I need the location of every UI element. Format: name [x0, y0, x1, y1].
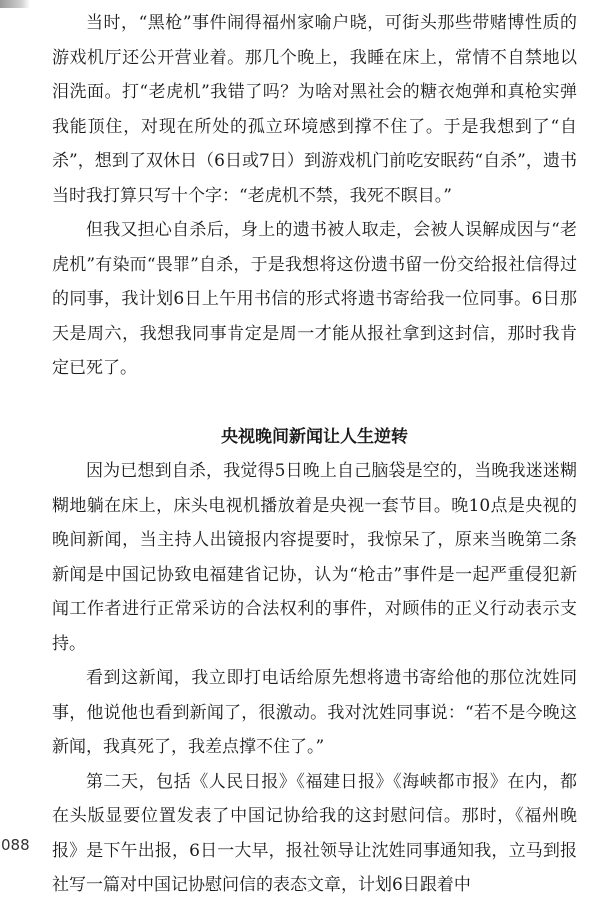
book-page [52, 6, 577, 895]
paragraph-3: 因为已想到自杀，我觉得5日晚上自己脑袋是空的，当晚我迷迷糊糊地躺在床上，床头电视机播放着是央视一套节目。晚10点是央视的晚间新闻，当主持人出镜报内容提要时，我惊呆了，原来当晚第二条新闻是中国记协致电福建省记协，认为“枪击”事件是一起严重侵犯新闻工作者进行正常采访的合法权利的事件，对顾伟的正义行动表示支持。 [52, 461, 577, 654]
paragraph-2: 但我又担心自杀后，身上的遗书被人取走，会被人误解成因与“老虎机”有染而“畏罪”自杀，于是我想将这份遗书留一份交给报社信得过的同事，我计划6日上午用书信的形式将遗书寄给我一位同事。6日那天是周六，我想我同事肯定是周一才能从报社拿到这封信，那时我肯定已死了。 [52, 220, 577, 378]
section-heading: 央视晚间新闻让人生逆转 [221, 426, 408, 447]
paragraph-4: 看到这新闻，我立即打电话给原先想将遗书寄给他的那位沈姓同事，他说他也看到新闻了，很激动。我对沈姓同事说：“若不是今晚这新闻，我真死了，我差点撑不住了。” [52, 668, 577, 757]
page-number: 088 [1, 836, 30, 854]
scan-corner-mark [0, 0, 30, 8]
paragraph-5: 第二天，包括《人民日报》《福建日报》《海峡都市报》在内，都在头版显要位置发表了中国记协给我的这封慰问信。那时，《福州晚报》是下午出报，6日一大早，报社领导让沈姓同事通知我，立马到报社写一篇对中国记协慰问信的表态文章，计划6日跟着中 [52, 771, 577, 895]
paragraph-1: 当时，“黑枪”事件闹得福州家喻户晓，可街头那些带赌博性质的游戏机厅还公开营业着。那几个晚上，我睡在床上，常情不自禁地以泪洗面。打“老虎机”我错了吗？为啥对黑社会的糖衣炮弹和真枪实弹我能顶住，对现在所处的孤立环境感到撑不住了。于是我想到了“自杀”，想到了双休日（6日或7日）到游戏机门前吃安眠药“自杀”，遗书当时我打算只写十个字：“老虎机不禁，我死不瞑目。” [52, 13, 577, 206]
section-gap [52, 386, 577, 420]
